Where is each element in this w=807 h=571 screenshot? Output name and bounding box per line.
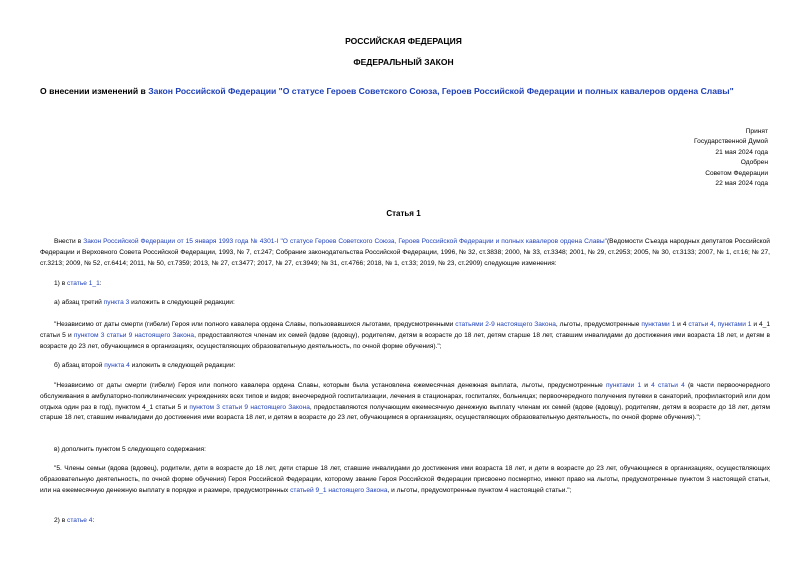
- adoption-block: [694, 127, 768, 189]
- paragraph-item-b: [40, 361, 770, 372]
- text: :: [99, 280, 102, 287]
- text: 1) в: [54, 280, 68, 287]
- header-law-type: ФЕДЕРАЛЬНЫЙ ЗАКОН: [353, 57, 454, 67]
- point-link[interactable]: пункта 4: [104, 362, 130, 369]
- text: (Ведомости Съезда народных депутатов Российской Федерации и Верховного Совета Российской Федерации, 1993, № 7, ст.247; Собрание законодательства Российской Федерации, 1996, № 32, ст.3838; 2000, № 33, ст.3348; 2001, № 29, ст.2953; 2005, № 30, ст.3133; 2007, № 1, ст.16; № 27, ст.3213; 2009, № 52, ст.6414; 2011, № 50, ст.7359; 2013, № 27, ст.3477; 2017, № 27, ст.3949; № 31, ст.4766; 2018, № 1, ст.33; 2019, № 23, ст.2909) следующие изменения:: [40, 238, 770, 267]
- article-link[interactable]: статье 4: [67, 517, 93, 524]
- paragraph-item-1: [40, 279, 770, 290]
- points-link[interactable]: пунктами 1: [605, 382, 642, 389]
- article-title: Статья 1: [386, 209, 421, 218]
- paragraph-intro: [40, 237, 770, 269]
- text: изложить в следующей редакции:: [129, 299, 235, 306]
- articles-link[interactable]: статьями 2-9 настоящего Закона: [455, 321, 556, 328]
- point-link[interactable]: пункта 3: [103, 299, 130, 306]
- text: "Независимо от даты смерти (гибели) Героя или полного кавалера ордена Славы, пользовавшихся льготами, предусмотренными: [54, 321, 456, 328]
- points-link[interactable]: пунктами 1: [641, 321, 676, 328]
- article-link[interactable]: 4 статьи 4: [651, 382, 685, 389]
- adoption-line: Государственной Думой: [694, 138, 768, 146]
- text: "5. Члены семьи (вдова (вдовец), родители, дети в возрасте до 18 лет, дети старше 18 лет, ставшие инвалидами до достижения ими возраста 18 лет, и дети в возрасте до 23 лет, обучающиеся в организациях, осуществляющих образовательную деятельность, по очной форме обучения) Героя Российской Федерации, которому звание Героя Российской Федерации присвоено посмертно, имеют право на льготы, предусмотренные пунктом 3 настоящей статьи, или на ежемесячную денежную выплату в порядке и размере, предусмотренных: [40, 465, 770, 494]
- paragraph-item-c: [40, 445, 770, 456]
- text: , предоставляются членам их семей (вдове (вдовцу), родителям, детям в возрасте до 18 лет, детям старше 18 лет, ставшим инвалидами до достижения ими возраста 18 лет, и детям в возрасте до 23 лет, обучающимся в организациях, осуществляющих образовательную деятельность, по очной форме обучения).";: [40, 331, 771, 350]
- text: и 4: [675, 321, 689, 328]
- point-link[interactable]: пунктом 3 статьи 9 настоящего Закона: [189, 403, 310, 411]
- paragraph-quote-a: [40, 320, 770, 352]
- text: , и льготы, предусмотренные пунктом 4 настоящей статьи.";: [387, 486, 572, 494]
- text: б) абзац второй: [54, 362, 105, 369]
- point-link[interactable]: пунктом 3 статьи 9 настоящего Закона: [73, 331, 195, 339]
- text: , льготы, предусмотренные: [555, 321, 642, 328]
- paragraph-item-2: [40, 516, 770, 527]
- adoption-line: Принят: [745, 128, 768, 135]
- law-subject: [40, 86, 734, 96]
- text: в) дополнить пунктом 5 следующего содержания:: [54, 446, 206, 453]
- text: (в части первоочередного обслуживания в амбулаторно-поликлинических учреждениях всех типов и видов; внеочередной госпитализации, лечения в стационарах, госпиталях, больницах; первоочередного получения путевки в санаторий, профилакторий или дом отдыха один раз в год), пунктом 4_1 статьи 5 и: [40, 382, 770, 411]
- approval-line: Советом Федерации: [705, 169, 768, 177]
- text: Внести в: [54, 238, 84, 245]
- subject-prefix: О внесении изменений в: [40, 86, 149, 96]
- header-federation: РОССИЙСКАЯ ФЕДЕРАЦИЯ: [345, 36, 462, 46]
- adoption-line: 21 мая 2024 года: [715, 148, 768, 156]
- text: а) абзац третий: [54, 299, 104, 306]
- article-link[interactable]: статьи 4: [688, 321, 714, 328]
- law-link[interactable]: Закон Российской Федерации от 15 января 1993 года № 4301-I "О статусе Героев Советского Союза, Героев Российской Федерации и полных кавалеров ордена Славы": [83, 238, 607, 245]
- approval-line: 22 мая 2024 года: [715, 180, 768, 188]
- points-link[interactable]: пунктами 1: [717, 321, 752, 328]
- text: и 4_1 статьи 5 и: [40, 321, 770, 339]
- approval-line: Одобрен: [740, 159, 768, 167]
- paragraph-quote-c: [40, 464, 770, 496]
- paragraph-quote-b: [40, 381, 770, 424]
- text: 2) в: [54, 517, 68, 524]
- article-link[interactable]: статье 1_1: [67, 280, 100, 287]
- subject-law-link[interactable]: Закон Российской Федерации "О статусе Героев Советского Союза, Героев Российской Федерации и полных кавалеров ордена Славы": [148, 86, 734, 96]
- text: изложить в следующей редакции:: [129, 362, 236, 369]
- text: и: [641, 382, 652, 389]
- paragraph-item-a: [40, 298, 770, 309]
- article-link[interactable]: статьей 9_1 настоящего Закона: [290, 486, 388, 494]
- text: "Независимо от даты смерти (гибели) Героя или полного кавалера ордена Славы, которым была установлена ежемесячная денежная выплата, льготы, предусмотренные: [54, 382, 606, 389]
- text: ,: [713, 321, 718, 328]
- text: :: [92, 517, 95, 524]
- text: , предоставляются получающим ежемесячную денежную выплату членам их семей (вдове (вдовцу), родителям, детям в возрасте до 18 лет, детям старше 18 лет, ставшим инвалидами до достижения ими возраста 18 лет, и детям в возрасте до 23 лет, обучающимся в организациях, осуществляющих образовательную деятельность, по очной форме обучения).";: [40, 403, 770, 422]
